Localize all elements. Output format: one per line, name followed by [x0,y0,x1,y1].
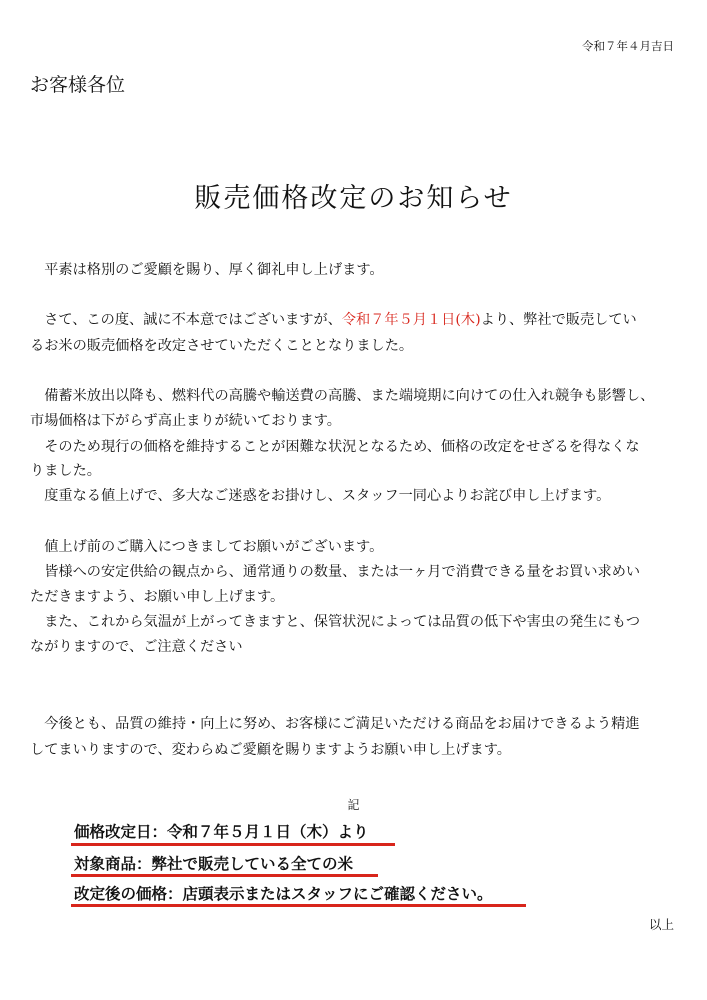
issue-date: 令和７年４月吉日 [582,39,674,53]
addressee: お客様各位 [30,74,126,96]
summary-underline-1 [71,843,395,846]
paragraph-storage-line1 [30,615,640,629]
paragraph-apology [30,489,610,503]
page-title: 販売価格改定のお知らせ [194,183,513,214]
paragraph-request-intro [30,540,383,554]
paragraph-storage-line2: ながりますので、ご注意ください [30,639,243,655]
announcement-rest: より、弊社で販売してい [480,312,637,328]
closing-text-1: 今後とも、品質の維持・向上に努め、お客様にご満足いただける商品をお届けできるよう精進 [44,716,640,732]
paragraph-reason-line1 [30,389,654,403]
paragraph-announcement-line2: るお米の販売価格を改定させていただくこととなりました。 [30,338,414,354]
paragraph-reason-line2: 市場価格は下がらず高止まりが続いております。 [30,413,341,429]
effective-date-highlight: 令和７年５月１日(木) [341,312,481,328]
supply-text-1: 皆様への安定供給の観点から、通常通りの数量、または一ヶ月で消費できる量をお買い求めい [44,564,641,580]
storage-text-1: また、これから気温が上がってきますと、保管状況によっては品質の低下や害虫の発生にもつ [44,614,641,630]
ki-marker: 記 [347,798,360,812]
paragraph-difficulty-line2: りました。 [30,463,101,479]
summary-underline-2 [71,874,378,877]
closing-mark: 以上 [648,917,674,932]
paragraph-closing-line1 [30,717,640,731]
difficulty-text-1: そのため現行の価格を維持することが困難な状況となるため、価格の改定をせざるを得なくな [44,439,640,455]
summary-underline-3 [71,904,526,907]
summary-target-products: 対象商品：弊社で販売している全ての米 [74,854,354,873]
paragraph-announcement-line1 [30,313,637,327]
paragraph-supply-line2: ただきますよう、お願い申し上げます。 [30,589,285,605]
announcement-intro: さて、この度、誠に不本意ではございますが、 [44,312,342,328]
summary-new-price: 改定後の価格：店頭表示またはスタッフにご確認ください。 [74,884,493,903]
paragraph-supply-line1 [30,565,640,579]
request-intro-text: 値上げ前のご購入につきましてお願いがございます。 [44,539,384,555]
greeting-text: 平素は格別のご愛顧を賜り、厚く御礼申し上げます。 [44,262,384,278]
apology-text: 度重なる値上げで、多大なご迷惑をお掛けし、スタッフ一同心よりお詫び申し上げます。 [44,488,611,504]
paragraph-closing-line2: してまいりますので、変わらぬご愛顧を賜りますようお願い申し上げます。 [30,742,511,758]
paragraph-difficulty-line1 [30,440,640,454]
reason-text-1: 備蓄米放出以降も、燃料代の高騰や輸送費の高騰、また端境期に向けての仕入れ競争も影響し、 [44,388,655,404]
summary-price-date: 価格改定日：令和７年５月１日（木）より [74,822,369,841]
paragraph-greeting [30,263,384,277]
